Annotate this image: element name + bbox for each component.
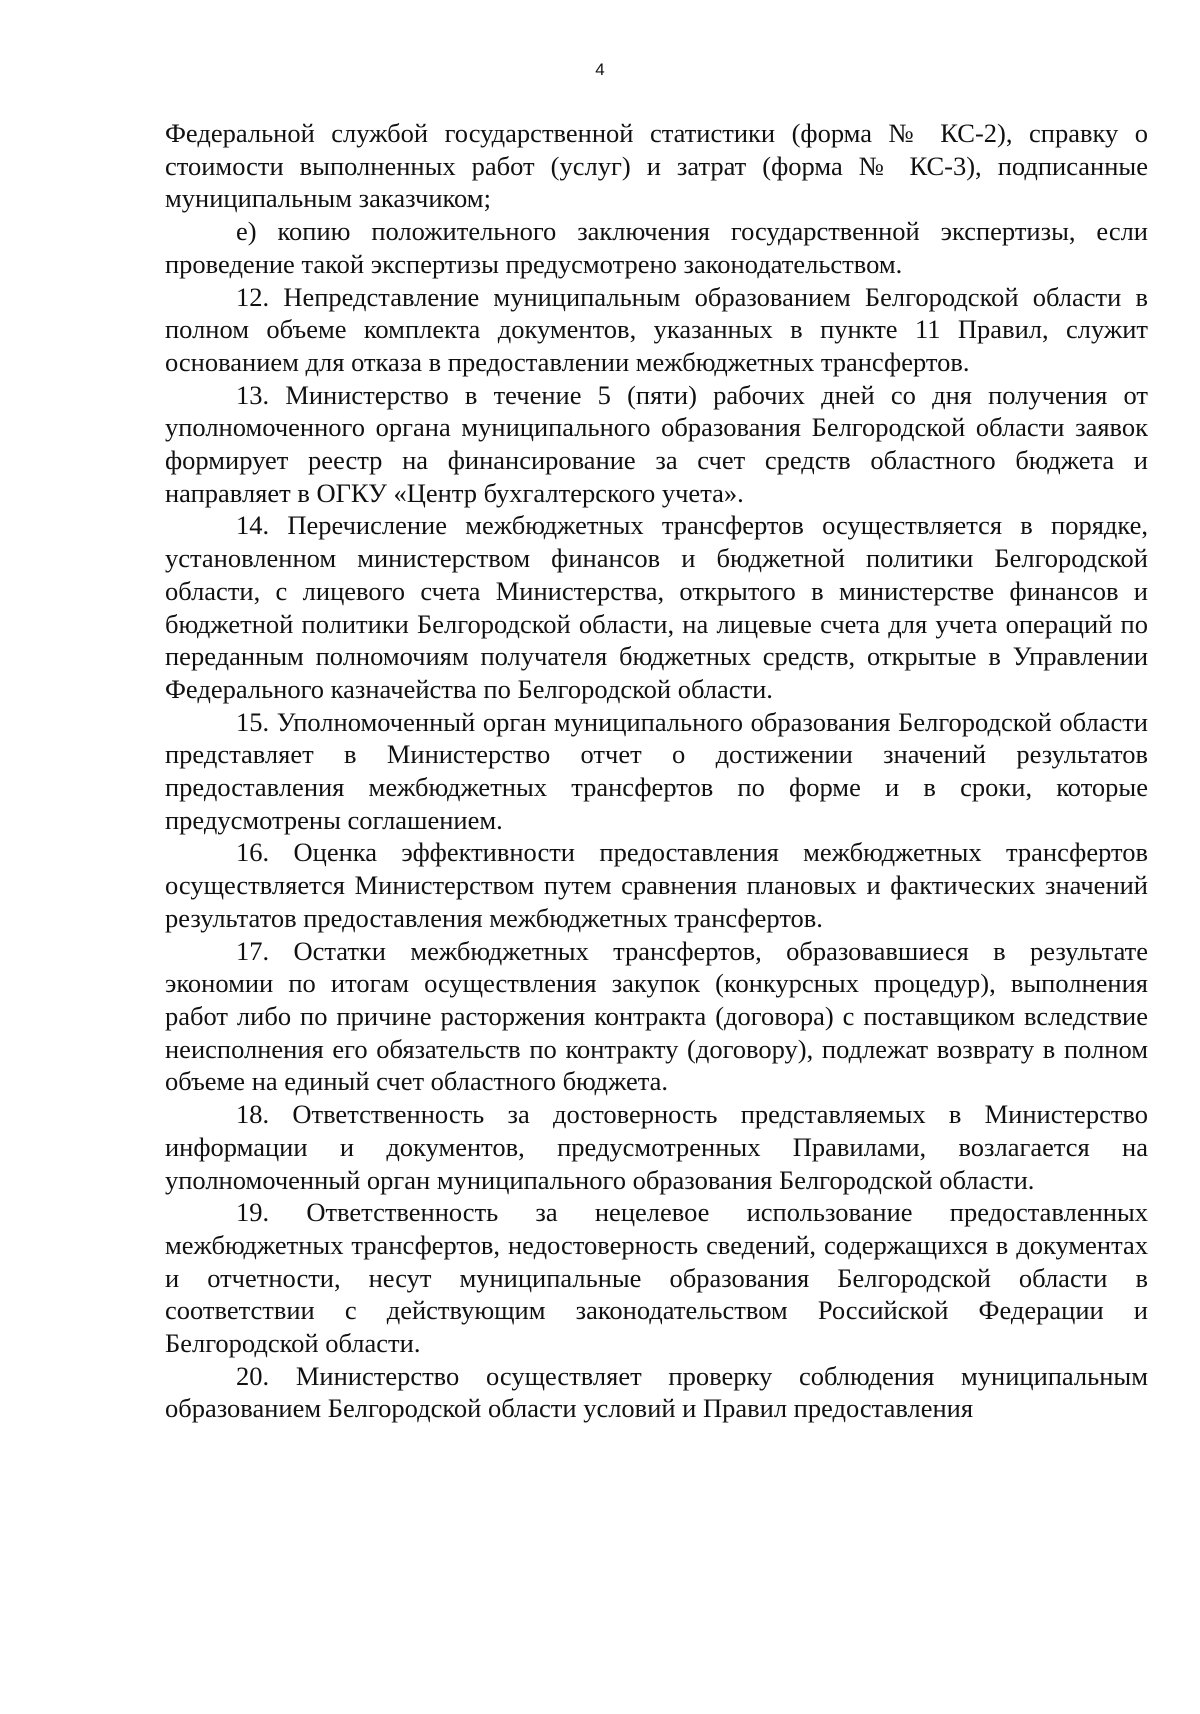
paragraph-19: 19. Ответственность за нецелевое использование предоставленных межбюджетных трансфертов, недостоверность сведений, содержащихся в документах и отчетности, несут муниципальные образования Белгородской области в соответствии с действующим законодательством Российской Федерации и Белгородской области. xyxy=(165,1197,1148,1359)
paragraph-20: 20. Министерство осуществляет проверку соблюдения муниципальным образованием Белгородской области условий и Правил предоставления xyxy=(165,1360,1148,1424)
paragraph-12: 12. Непредставление муниципальным образованием Белгородской области в полном объеме комплекта документов, указанных в пункте 11 Правил, служит основанием для отказа в предоставлении межбюджетных трансфертов. xyxy=(165,281,1148,377)
document-body xyxy=(165,117,1148,1425)
page-number: 4 xyxy=(595,60,605,79)
paragraph-item-e: е) копию положительного заключения государственной экспертизы, если проведение такой экспертизы предусмотрено законодательством. xyxy=(165,216,1148,279)
paragraph-18: 18. Ответственность за достоверность представляемых в Министерство информации и документов, предусмотренных Правилами, возлагается на уполномоченный орган муниципального образования Белгородской области. xyxy=(165,1099,1148,1195)
paragraph-17: 17. Остатки межбюджетных трансфертов, образовавшиеся в результате экономии по итогам осуществления закупок (конкурсных процедур), выполнения работ либо по причине расторжения контракта (договора) с поставщиком вследствие неисполнения его обязательств по контракту (договору), подлежат возврату в полном объеме на единый счет областного бюджета. xyxy=(165,935,1148,1097)
paragraph-14: 14. Перечисление межбюджетных трансфертов осуществляется в порядке, установленном министерством финансов и бюджетной политики Белгородской области, с лицевого счета Министерства, открытого в министерстве финансов и бюджетной политики Белгородской области, на лицевые счета для учета операций по переданным полномочиям получателя бюджетных средств, открытые в Управлении Федерального казначейства по Белгородской области. xyxy=(165,510,1148,704)
paragraph-13: 13. Министерство в течение 5 (пяти) рабочих дней со дня получения от уполномоченного органа муниципального образования Белгородской области заявок формирует реестр на финансирование за счет средств областного бюджета и направляет в ОГКУ «Центр бухгалтерского учета». xyxy=(165,379,1148,508)
paragraph-15: 15. Уполномоченный орган муниципального образования Белгородской области представляет в Министерство отчет о достижении значений результатов предоставления межбюджетных трансфертов по форме и в сроки, которые предусмотрены соглашением. xyxy=(165,706,1148,835)
paragraph-continuation: Федеральной службой государственной статистики (форма № КС-2), справку о стоимости выполненных работ (услуг) и затрат (форма № КС-3), подписанные муниципальным заказчиком; xyxy=(165,118,1148,214)
paragraph-16: 16. Оценка эффективности предоставления межбюджетных трансфертов осуществляется Министерством путем сравнения плановых и фактических значений результатов предоставления межбюджетных трансфертов. xyxy=(165,837,1148,933)
